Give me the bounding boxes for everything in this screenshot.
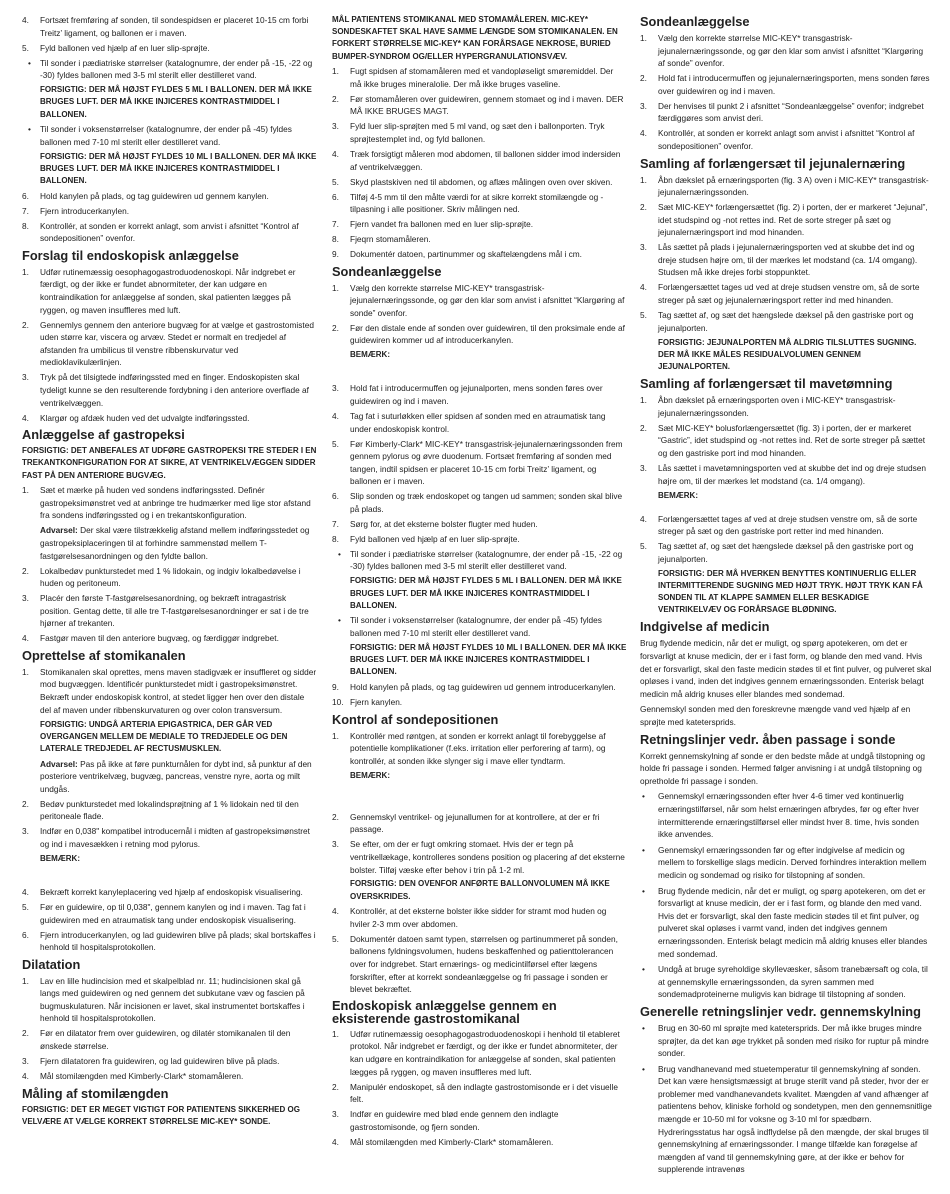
item-number: 1.: [22, 266, 29, 277]
item-number: 5.: [640, 541, 647, 552]
item-number: 3.: [22, 826, 29, 837]
paragraph-patency: Korrekt gennemskylning af sonde er den bedste måde at undgå tilstopning og holde fri passage i sonden. Hermed følger anvisning i at undgå tilstopning og opretholde fri passage i sonden.: [640, 750, 926, 786]
list-item: [640, 72, 932, 97]
numbered-list: [22, 975, 317, 1083]
item-text: Lav en lille hudincision med et skalpelblad nr. 11; hudincisionen skal gå langs med guidewiren og ned gennem det subkutane væv og fascien på bugmuskulaturen. Når incisionen er lavet, skal instrumentet bortskaffes i henhold til hospitalsprotokollen.: [40, 975, 305, 1024]
item-text: Dokumentér datoen, partinummer og skaftelængdens mål i cm.: [350, 249, 582, 260]
list-item: [640, 422, 932, 460]
item-number: 4.: [22, 1071, 29, 1082]
heading-endoscopic-placement: Forslag til endoskopisk anlæggelse: [22, 247, 239, 263]
list-item: [22, 886, 317, 899]
column-1: [22, 14, 317, 1130]
numbered-list: [640, 394, 932, 487]
heading-patency: Retningslinjer vedr. åben passage i sonde: [640, 731, 896, 747]
caution-gastropexy: FORSIGTIG: DET ANBEFALES AT UDFØRE GASTROPEKSI TRE STEDER I EN TREKANTKONFIGURATION FOR AT SIKRE, AT VENTRIKELVÆGGEN SIDDER FAST PÅ DEN ANTERIORE BUGVÆG.: [22, 446, 317, 480]
item-text: Der henvises til punkt 2 i afsnittet “Sondeanlæggelse” ovenfor; indgrebet færdiggøres som anvist deri.: [658, 100, 924, 124]
item-number: 2.: [332, 93, 339, 104]
item-number: 3.: [22, 1056, 29, 1067]
item-number: 4.: [640, 513, 647, 524]
item-number: 3.: [640, 242, 647, 253]
list-item: [22, 798, 317, 823]
list-item: [332, 1081, 627, 1106]
item-text: Før en guidewire, op til 0,038", gennem kanylen og ind i maven. Tag fat i guidewiren med en atraumatisk tang under endoskopisk visualisering.: [40, 901, 306, 925]
item-text: Gennemlys gennem den anteriore bugvæg for at vælge et gastrostomisted uden større kar, viscera og arvæv. Stedet er normalt en tredjedel af afstanden fra umbilicus til venstre ribbenskurvatur ved medioklavikulærlinjen.: [40, 319, 314, 368]
item-text: Fortsæt fremføring af sonden, til sondespidsen er placeret 10-15 cm forbi Treitz’ ligament, og ballonen er i maven.: [40, 15, 309, 38]
item-number: 6.: [22, 929, 29, 940]
numbered-list: [22, 14, 317, 54]
item-text: Lokalbedøv punkturstedet med 1 % lidokain, og indgiv lokalbedøvelse i huden og peritoneum.: [40, 565, 301, 589]
list-item: [22, 14, 317, 39]
list-item: [640, 462, 932, 487]
item-number: 1.: [332, 730, 339, 741]
list-item: [22, 42, 317, 55]
list-item: [332, 533, 627, 546]
heading-flushing: Generelle retningslinjer vedr. gennemskylning: [640, 1003, 921, 1019]
bullet-item: [640, 963, 932, 1001]
list-item: [22, 1070, 317, 1083]
bullet-item: [640, 790, 932, 840]
caution-artery: FORSIGTIG: UNDGÅ ARTERIA EPIGASTRICA, DER GÅR VED OVERGANGEN MELLEM DE MEDIALE TO TREDJEDELE OG DEN LATERALE TREDJEDEL AF RECTUSMUSKLEN.: [40, 719, 288, 754]
item-text: Lås sættet på plads i jejunalernæringsporten ved at skubbe det ind og dreje studsen højre om, til der mærkes let modstand (ca. 1/4 omgang). Studsen må ikke drejes forbi stoppunktet.: [658, 242, 918, 278]
list-item: [640, 174, 932, 199]
item-text: Hold fat i introducermuffen og jejunalernæringsporten, mens sonden føres over guidewiren og ind i maven.: [658, 73, 930, 96]
heading-dilatation: Dilatation: [22, 956, 81, 972]
item-text: Hold fat i introducermuffen og jejunalporten, mens sonden føres over guidewiren og ind i maven.: [350, 383, 603, 406]
item-text: Forlængersættet tages ud ved at dreje studsen venstre om, så de sorte streger på sæt og jejunalernæringsport retter ind med hinanden.: [658, 282, 920, 306]
list-item: [332, 730, 627, 768]
bullet-icon: •: [642, 1022, 645, 1033]
numbered-list: [332, 811, 627, 876]
item-number: 7.: [332, 518, 339, 529]
heading-existing-stoma: Endoskopisk anlæggelse gennem en eksisterende gastrostomikanal: [332, 997, 557, 1026]
numbered-list: [332, 905, 627, 996]
item-text: Åbn dækslet på ernæringsporten (fig. 3 A) oven i MIC-KEY* transgastrisk-jejunalernæringssonden.: [658, 174, 929, 198]
bullet-text: Gennemskyl ernæringssonden før og efter indgivelse af medicin og mellem to forskellige slags medicin. Derved forhindres interaktion mellem medicin og sondemad og risiko for tilstopning af sonden.: [658, 844, 927, 880]
item-text: Tag fat i suturløkken eller spidsen af sonden med en atraumatisk tang under endoskopisk kontrol.: [350, 410, 606, 434]
bullet-text: Brug vandhanevand med stuetemperatur til gennemskylning af sonden. Det kan være hensigtsmæssigt at bruge sterilt vand på steder, hvor der er problemer med vandhanevandets kvalitet. Mængden af vand afhænger af patientens behov, kliniske forhold og sondetypen, men den gennemsnitlige mængde er 10-50 ml for voksne og 3-10 ml for spædbørn. Hydreringsstatus har også indflydelse på den mængde, der skal bruges til gennemskylning af ernæringssonder. I mange tilfælde kan forøgelse af mængden af vand til gennemskylning gøre, at der ikke er behov for supplerende intravenøs: [658, 1063, 932, 1175]
warning-note-gastropexy: Advarsel: Der skal være tilstrækkelig afstand mellem indføringsstedet og gastropeksiplaceringen til at forhindre sammenstød mellem T-fastgørelsesanordningen og den fyldte ballon.: [40, 525, 310, 561]
item-text: Vælg den korrekte størrelse MIC-KEY* transgastrisk-jejunalernæringssonde, og gør den klar som anvist i afsnittet “Klargøring af sonde” ovenfor.: [658, 33, 924, 69]
list-item: [22, 929, 317, 954]
list-item: [332, 322, 627, 347]
item-number: 8.: [332, 234, 339, 245]
item-number: 4.: [22, 633, 29, 644]
list-item: [640, 394, 932, 419]
list-item: [22, 632, 317, 645]
list-item: [22, 901, 317, 926]
list-item: [640, 241, 932, 279]
item-number: 3.: [332, 839, 339, 850]
item-text: Fyld ballonen ved hjælp af en luer slip-sprøjte.: [40, 42, 210, 53]
item-number: 1.: [332, 66, 339, 77]
item-number: 2.: [640, 73, 647, 84]
list-item: [640, 127, 932, 152]
item-text: Fjern kanylen.: [350, 696, 403, 707]
heading-medication: Indgivelse af medicin: [640, 619, 770, 635]
item-text: Tilføj 4-5 mm til den målte værdi for at sikre korrekt stomilængde og -tilpasning i alle positioner. Skriv målingen ned.: [350, 191, 604, 215]
item-text: Manipulér endoskopet, så den indlagte gastrostomisonde er i det visuelle felt.: [350, 1081, 618, 1105]
bullet-item: [640, 1022, 932, 1060]
item-number: 5.: [22, 901, 29, 912]
item-text: Dokumentér datoen samt typen, størrelsen og partinummeret på sonden, ballonens fyldningsvolumen, hudens beskaffenhed og patienttolerancen over for indgrebet. Start ernærings- og medicintilførsel efter lægens forskrifter, efter at korrekt sondeanlæggelse og fri passage i sonden er blevet bekræftet.: [350, 933, 618, 995]
numbered-list: [22, 886, 317, 954]
item-number: 9.: [332, 249, 339, 260]
list-item: [22, 412, 317, 425]
list-item: [22, 1055, 317, 1068]
item-number: 2.: [332, 811, 339, 822]
item-number: 9.: [332, 682, 339, 692]
item-number: 4.: [332, 410, 339, 421]
item-text: Tag sættet af, og sæt det hængslede dæksel på den gastriske port og jejunalporten.: [658, 310, 914, 333]
item-text: Før en dilatator frem over guidewiren, og dilatér stomikanalen til den ønskede størrelse.: [40, 1028, 291, 1052]
list-item: [332, 410, 627, 435]
item-text: Slip sonden og træk endoskopet og tangen ud sammen; sonden skal blive på plads.: [350, 491, 623, 514]
list-item: [332, 176, 627, 189]
item-number: 4.: [22, 412, 29, 423]
item-text: Placér den første T-fastgørelsesanordning, og bekræft intragastrisk position. Gentag dette, til alle tre T-fastgørelsesanordninger er sat i de tre hjørner af trekanten.: [40, 593, 309, 629]
list-item: [332, 191, 627, 216]
item-text: Før Kimberly-Clark* MIC-KEY* transgastrisk-jejunalernæringssonden frem gennem pylorus og øvre duodenum. Fortsæt fremføring af sonden med tangen, indtil spidsen er placeret 10-15 cm forbi Treitz’ ligament, og ballonen er i maven.: [350, 438, 623, 487]
list-item: [640, 201, 932, 239]
item-number: 2.: [22, 1028, 29, 1039]
list-item: [22, 190, 317, 203]
bullet-adult: • Til sonder i voksenstørrelser (katalognumre, der ender på -45) fyldes ballonen med 7-10 ml sterilt eller destilleret vand.: [28, 124, 292, 147]
item-number: 1.: [22, 666, 29, 677]
item-text: Før stomamåleren over guidewiren, gennem stomaet og ind i maven. DER MÅ IKKE BRUGES MAGT.: [350, 93, 624, 117]
list-item: [640, 309, 932, 334]
item-number: 1.: [640, 33, 647, 43]
item-number: 2.: [22, 319, 29, 330]
numbered-list: [332, 681, 627, 709]
item-text: Fjern introducerkanylen, og lad guidewiren blive på plads; skal bortskaffes i henhold til hospitalsprotokollen.: [40, 929, 316, 953]
numbered-list: [332, 65, 627, 260]
item-text: Tryk på det tilsigtede indføringssted med en finger. Endoskopisten skal tydeligt kunne se den resulterende fordybning i den anteriore overflade af ventrikelvæggen.: [40, 372, 309, 408]
item-text: Mål stomilængden med Kimberly-Clark* stomamåleren.: [40, 1071, 244, 1082]
item-text: Hold kanylen på plads, og tag guidewiren ud gennem kanylen.: [40, 190, 269, 201]
list-item: [332, 518, 627, 531]
list-item: [332, 696, 627, 709]
heading-stoma-length: Måling af stomilængden: [22, 1085, 169, 1101]
caution-suction: FORSIGTIG: DER MÅ HVERKEN BENYTTES KONTINUERLIG ELLER INTERMITTERENDE SUGNING MED HØJT TRYK. HØJT TRYK KAN FÅ SONDEN TIL AT KLAPPE SAMMEN ELLER BESKADIGE VENTRIKELVÆV OG FORÅRSAGE BLØDNING.: [658, 568, 923, 615]
item-number: 1.: [332, 1028, 339, 1039]
item-number: 3.: [332, 1109, 339, 1120]
caution-10ml: FORSIGTIG: DER MÅ HØJST FYLDES 10 ML I BALLONEN. DER MÅ IKKE BRUGES LUFT. DER MÅ IKKE INJICERES KONTRASTMIDDEL I BALLONEN.: [350, 643, 627, 677]
bullet-text: Gennemskyl ernæringssonden efter hver 4-6 timer ved kontinuerlig ernæringstilførsel, når som helst ernæringen afbrydes, før og efter hver intermitterende ernæringstilførsel eller mindst hver 8. time, hvis sonden ikke anvendes.: [658, 791, 919, 840]
item-number: 5.: [332, 933, 339, 944]
list-item: [332, 811, 627, 836]
item-text: Fastgør maven til den anteriore bugvæg, og færdiggør indgrebet.: [40, 633, 279, 644]
column-3: [640, 14, 932, 1179]
list-item: [22, 565, 317, 590]
item-text: Indfør en guidewire med blød ende gennem den indlagte gastrostomisonde, og fjern sonden.: [350, 1109, 559, 1132]
item-text: Bedøv punkturstedet med lokalindsprøjtning af 1 % lidokain ned til den peritoneale flade.: [40, 798, 299, 822]
list-item: [22, 220, 317, 245]
item-number: 5.: [332, 176, 339, 187]
item-text: Indfør en 0,038" kompatibel introducernål i midten af gastropeksimønstret og ind i mavesækken i retning mod pylorus.: [40, 826, 310, 849]
item-text: Kontrollér, at det eksterne bolster ikke sidder for stramt mod huden og hviler 2-3 mm over abdomen.: [350, 906, 607, 929]
item-text: Kontrollér, at sonden er korrekt anlagt som anvist i afsnittet “Kontrol af sondepositionen” ovenfor.: [658, 128, 915, 151]
item-number: 1.: [332, 282, 339, 293]
item-number: 2.: [640, 202, 647, 213]
item-number: 4.: [22, 15, 29, 25]
item-number: 6.: [22, 190, 29, 201]
bullet-text: Brug en 30-60 ml sprøjte med katetersprids. Der må ikke bruges mindre sprøjter, da det kan øge trykket på sonden med risiko for ruptur på mindre sonder.: [658, 1022, 929, 1059]
note-label: BEMÆRK:: [658, 490, 698, 500]
bullet-pediatric: • Til sonder i pædiatriske størrelser (katalognumre, der ender på -15, -22 og -30) fyldes ballonen med 3-5 ml sterilt eller destilleret vand.: [338, 548, 623, 572]
numbered-list: [22, 798, 317, 851]
item-text: Vælg den korrekte størrelse MIC-KEY* transgastrisk-jejunalernæringssonde, og gør den klar som anvist i afsnittet “Klargøring af sonde” ovenfor.: [350, 282, 625, 318]
item-text: Fjern dilatatoren fra guidewiren, og lad guidewiren blive på plads.: [40, 1056, 280, 1067]
numbered-list: [22, 190, 317, 245]
item-number: 8.: [332, 533, 339, 544]
item-text: Fjern introducerkanylen.: [40, 205, 130, 216]
list-item: [332, 93, 627, 118]
item-text: Åbn dækslet på ernæringsporten oven i MIC-KEY* transgastrisk-jejunalernæringssonden.: [658, 395, 896, 418]
item-text: Kontrollér, at sonden er korrekt anlagt, som anvist i afsnittet “Kontrol af sondepositionen” ovenfor.: [40, 220, 299, 244]
item-text: Fjeqrn stomamåleren.: [350, 234, 431, 245]
item-text: Bekræft korrekt kanyleplacering ved hjælp af endoskopisk visualisering.: [40, 886, 303, 897]
list-item: [22, 1027, 317, 1052]
item-number: 6.: [332, 491, 339, 502]
item-text: Udfør rutinemæssig oesophagogastroduodenoskopi i henhold til etableret protokol. Når indgrebet er færdigt, og der ikke er fundet abnormiteter, der kan udgøre en kontraindikation for anlæggelse af sonden, skal patienten lægges på ryggen, og maven insuffleres med luft.: [350, 1028, 620, 1077]
numbered-list: [332, 1028, 627, 1149]
heading-jejunal-extension: Samling af forlængersæt til jejunalernæring: [640, 155, 906, 171]
list-item: [332, 1028, 627, 1078]
item-text: Kontrollér med røntgen, at sonden er korrekt anlagt til forebyggelse af potentielle komplikationer (f.eks. irritation eller perforering af tarm), og kontrollér, at sonden ikke slynger sig i mave eller tyndtarm.: [350, 730, 606, 766]
bullet-icon: •: [642, 791, 645, 802]
item-number: 3.: [332, 383, 339, 394]
item-text: Sæt MIC-KEY* forlængersættet (fig. 2) i porten, der er markeret “Jejunal”, idet studspind og -not rettes ind. Ret de sorte streger på sæt og jejunalernæringsport ind mod hinanden.: [658, 202, 928, 238]
heading-stoma-creation: Oprettelse af stomikanalen: [22, 647, 186, 663]
item-text: Fugt spidsen af stomamåleren med et vandopløseligt smøremiddel. Der må ikke bruges mineralolie. Der må ikke bruges vaseline.: [350, 66, 614, 89]
list-item: [22, 319, 317, 369]
numbered-list: [640, 32, 932, 153]
item-text: Forlængersættet tages af ved at dreje studsen venstre om, så de sorte streger på sæt og den gastriske port retter ind med hinanden.: [658, 513, 918, 537]
item-number: 2.: [22, 565, 29, 576]
item-text: Sæt MIC-KEY* bolusforlængersættet (fig. 3) i porten, der er markeret “Gastric”, idet studspind og -not rettes ind. Ret de sorte streger på sættet og den gastriske port ind mod hinanden.: [658, 422, 926, 458]
list-item: [22, 266, 317, 316]
item-number: 4.: [332, 906, 339, 917]
heading-position-check: Kontrol af sondepositionen: [332, 711, 499, 727]
list-item: [332, 838, 627, 876]
bullet-item: [640, 1063, 932, 1176]
list-item: [22, 666, 317, 716]
item-text: Træk forsigtigt måleren mod abdomen, til ballonen sidder imod indersiden af ventrikelvæggen.: [350, 148, 621, 172]
item-number: 3.: [640, 100, 647, 111]
heading-tube-placement: Sondeanlæggelse: [332, 263, 442, 279]
item-text: Mål stomilængden med Kimberly-Clark* stomamåleren.: [350, 1136, 554, 1147]
caution-10ml: FORSIGTIG: DER MÅ HØJST FYLDES 10 ML I BALLONEN. DER MÅ IKKE BRUGES LUFT. DER MÅ IKKE INJICERES KONTRASTMIDDEL I BALLONEN.: [40, 151, 317, 186]
item-number: 4.: [22, 886, 29, 897]
list-item: [332, 120, 627, 145]
warning-note-needle: Advarsel: Pas på ikke at føre punkturnålen for dybt ind, så punktur af den posteriore ventrikelvæg, bugvæg, pancreas, venstre nyre, aorta og milt undgås.: [40, 758, 312, 794]
item-number: 5.: [22, 42, 29, 53]
item-text: Se efter, om der er fugt omkring stomaet. Hvis der er tegn på ventrikellækage, kontrolleres sondens position og placering af det eksterne bolster. Tilføj væske efter behov i trin på 1-2 ml.: [350, 839, 625, 875]
list-item: [22, 484, 317, 522]
item-number: 4.: [640, 282, 647, 293]
item-number: 7.: [22, 205, 29, 216]
list-item: [332, 248, 627, 261]
bullet-list: [640, 1022, 932, 1176]
note-label: BEMÆRK:: [40, 853, 80, 863]
list-item: [332, 490, 627, 515]
list-item: [640, 281, 932, 306]
caution-jejunal: FORSIGTIG: JEJUNALPORTEN MÅ ALDRIG TILSLUTTES SUGNING. DER MÅ IKKE MÅLES RESIDUALVOLUMEN GENNEM JEJUNALPORTEN.: [658, 337, 917, 371]
caution-5ml: FORSIGTIG: DER MÅ HØJST FYLDES 5 ML I BALLONEN. DER MÅ IKKE BRUGES LUFT. DER MÅ IKKE INJICERES KONTRASTMIDDEL I BALLONEN.: [350, 576, 622, 610]
list-item: [640, 540, 932, 565]
item-number: 1.: [22, 485, 29, 496]
list-item: [332, 1108, 627, 1133]
item-text: Fjern vandet fra ballonen med en luer slip-sprøjte.: [350, 219, 534, 230]
numbered-list: [640, 513, 932, 566]
list-item: [22, 371, 317, 409]
item-number: 1.: [640, 395, 647, 406]
item-number: 3.: [22, 372, 29, 383]
heading-tube-placement: Sondeanlæggelse: [640, 14, 750, 29]
column-2: [332, 14, 627, 1151]
item-number: 4.: [332, 1136, 339, 1147]
bullet-icon: •: [642, 964, 645, 975]
item-number: 2.: [22, 798, 29, 809]
caution-size: FORSIGTIG: DET ER MEGET VIGTIGT FOR PATIENTENS SIKKERHED OG VELVÆRE AT VÆLGE KORREKT STØRRELSE MIC-KEY* SONDE.: [22, 1104, 300, 1126]
list-item: [332, 65, 627, 90]
list-item: [332, 233, 627, 246]
numbered-list: [640, 174, 932, 335]
item-number: 6.: [332, 191, 339, 202]
numbered-list: [22, 565, 317, 645]
numbered-list: [332, 382, 627, 545]
bullet-icon: •: [642, 844, 645, 855]
item-number: 5.: [640, 310, 647, 321]
numbered-list: [332, 282, 627, 347]
item-number: 3.: [22, 593, 29, 604]
list-item: [22, 205, 317, 218]
heading-gastric-extension: Samling af forlængersæt til mavetømning: [640, 376, 893, 392]
item-text: Fyld luer slip-sprøjten med 5 ml vand, og sæt den i ballonporten. Tryk sprøjtestemplet ind, og fyld ballonen.: [350, 121, 605, 144]
item-text: Gennemskyl ventrikel- og jejunallumen for at kontrollere, at der er fri passage.: [350, 811, 600, 835]
caution-5ml: FORSIGTIG: DER MÅ HØJST FYLDES 5 ML I BALLONEN. DER MÅ IKKE BRUGES LUFT. DER MÅ IKKE INJICERES KONTRASTMIDDEL I BALLONEN.: [40, 85, 312, 119]
item-number: 5.: [332, 438, 339, 449]
item-text: Sæt et mærke på huden ved sondens indføringssted. Definér gastropeksimønstret ved at anbringe tre hudmærker med lige stor afstand fra sondens indføringssted og i en trekantskonfiguration.: [40, 485, 311, 521]
item-number: 4.: [640, 128, 647, 139]
item-number: 1.: [640, 174, 647, 185]
bullet-text: Brug flydende medicin, når det er muligt, og spørg apotekeren, om det er forsvarligt at knuse medicin, der er i fast form, og blande den med vand. Hvis det er forsvarligt, skal den faste medicin stødes til et fint pulver, og pulveret skal opløses i varmt vand, inden det indgives gennem ernæringssonden. Enterisk belagt medicin må aldrig knuses eller blandes med sondemad.: [658, 885, 928, 959]
item-text: Lås sættet i mavetømningsporten ved at skubbe det ind og dreje studsen højre om, til der mærkes let modstand (ca. 1/4 omgang).: [658, 462, 926, 486]
list-item: [332, 218, 627, 231]
paragraph-medication: Brug flydende medicin, når det er muligt, og spørg apotekeren, om det er forsvarligt at knuse medicin, der er i fast form, og blande den med vand. Hvis det er forsvarligt, skal den faste medicin stødes til et fint pulver, og pulveret skal opløses i vand, inden det indgives gennem ernæringssonden. Enterisk belagt medicin må aldrig knuses eller blandes med sondemad.: [640, 638, 932, 699]
bullet-icon: •: [642, 885, 645, 896]
list-item: [332, 148, 627, 173]
item-text: Sørg for, at det eksterne bolster flugter med huden.: [350, 518, 538, 529]
item-number: 2.: [332, 322, 339, 333]
item-text: Udfør rutinemæssig oesophagogastroduodenoskopi. Når indgrebet er færdigt, og der ikke er fundet abnormiteter, der kan udgøre en kontraindikation for anlæggelse af sonden, skal patienten lægges på ryggen, og maven insuffleres med luft.: [40, 266, 296, 315]
bullet-pediatric: • Til sonder i pædiatriske størrelser (katalognumre, der ender på -15, -22 og -30) fyldes ballonen med 3-5 ml sterilt eller destilleret vand.: [28, 57, 313, 81]
list-item: [332, 933, 627, 996]
item-text: Skyd plastskiven ned til abdomen, og aflæs målingen oven over skiven.: [350, 176, 613, 187]
list-item: [640, 100, 932, 125]
item-number: 2.: [332, 1081, 339, 1092]
item-number: 7.: [332, 219, 339, 230]
bullet-item: [640, 844, 932, 882]
item-number: 10.: [332, 696, 344, 707]
heading-gastropexy: Anlæggelse af gastropeksi: [22, 427, 185, 443]
item-number: 1.: [22, 975, 29, 986]
list-item: [332, 905, 627, 930]
item-number: 2.: [640, 422, 647, 433]
item-text: Klargør og afdæk huden ved det udvalgte indføringssted.: [40, 412, 250, 423]
list-item: [332, 438, 627, 488]
list-item: [332, 1136, 627, 1149]
list-item: [640, 32, 932, 70]
list-item: [332, 382, 627, 407]
list-item: [22, 825, 317, 850]
item-number: 8.: [22, 220, 29, 231]
bullet-icon: •: [642, 1063, 645, 1074]
paragraph-medication-flush: Gennemskyl sonden med den foreskrevne mængde vand ved hjælp af en sprøjte med katetersprids.: [640, 704, 911, 728]
item-number: 3.: [640, 462, 647, 473]
list-item: [332, 282, 627, 320]
item-text: Stomikanalen skal oprettes, mens maven stadigvæk er insuffleret og sidder mod bugvæggen. Identificér punkturstedet midt i gastropeksimønstret. Bekræft under endoskopisk kontrol, at stedet ligger hen over den distale del af maven under ribbenskurvaturen og over colon transversum.: [40, 666, 317, 715]
numbered-list: [22, 266, 317, 424]
item-text: Tag sættet af, og sæt det hængslede dæksel på den gastriske port og jejunalporten.: [658, 541, 914, 564]
list-item: [22, 975, 317, 1025]
bullet-adult: • Til sonder i voksenstørrelser (katalognumre, der ender på -45) fyldes ballonen med 7-10 ml sterilt eller destilleret vand.: [338, 615, 602, 639]
list-item: [332, 681, 627, 694]
bullet-text: Undgå at bruge syreholdige skyllevæsker, såsom tranebærsaft og cola, til at gennemskylle ernæringssonden, da syren sammen med sondemadproteinerne muligvis kan bidrage til tilstopning af sonden.: [658, 964, 928, 1000]
list-item: [640, 513, 932, 538]
caution-volume: FORSIGTIG: DEN OVENFOR ANFØRTE BALLONVOLUMEN MÅ IKKE OVERSKRIDES.: [350, 879, 610, 901]
bullet-item: [640, 885, 932, 961]
item-text: Fyld ballonen ved hjælp af en luer slip-sprøjte.: [350, 533, 520, 544]
item-number: 4.: [332, 148, 339, 159]
item-number: 3.: [332, 121, 339, 132]
list-item: [22, 592, 317, 630]
caution-measure: MÅL PATIENTENS STOMIKANAL MED STOMAMÅLEREN. MIC-KEY* SONDESKAFTET SKAL HAVE SAMME LÆNGDE SOM STOMIKANALEN. EN FORKERT STØRRELSE MIC-KEY* KAN FORÅRSAGE NEKROSE, BURIED BUMPER-SYNDROM OG/ELLER HYPERGRANULATIONSVÆV.: [332, 15, 618, 61]
note-label: BEMÆRK:: [350, 770, 390, 780]
item-text: Før den distale ende af sonden over guidewiren, til den proksimale ende af guidewiren kommer ud af introducerkanylen.: [350, 322, 625, 346]
item-text: Hold kanylen på plads, og tag guidewiren ud gennem introducerkanylen.: [350, 682, 616, 692]
note-label: BEMÆRK:: [350, 350, 390, 360]
bullet-list: [640, 790, 932, 1001]
